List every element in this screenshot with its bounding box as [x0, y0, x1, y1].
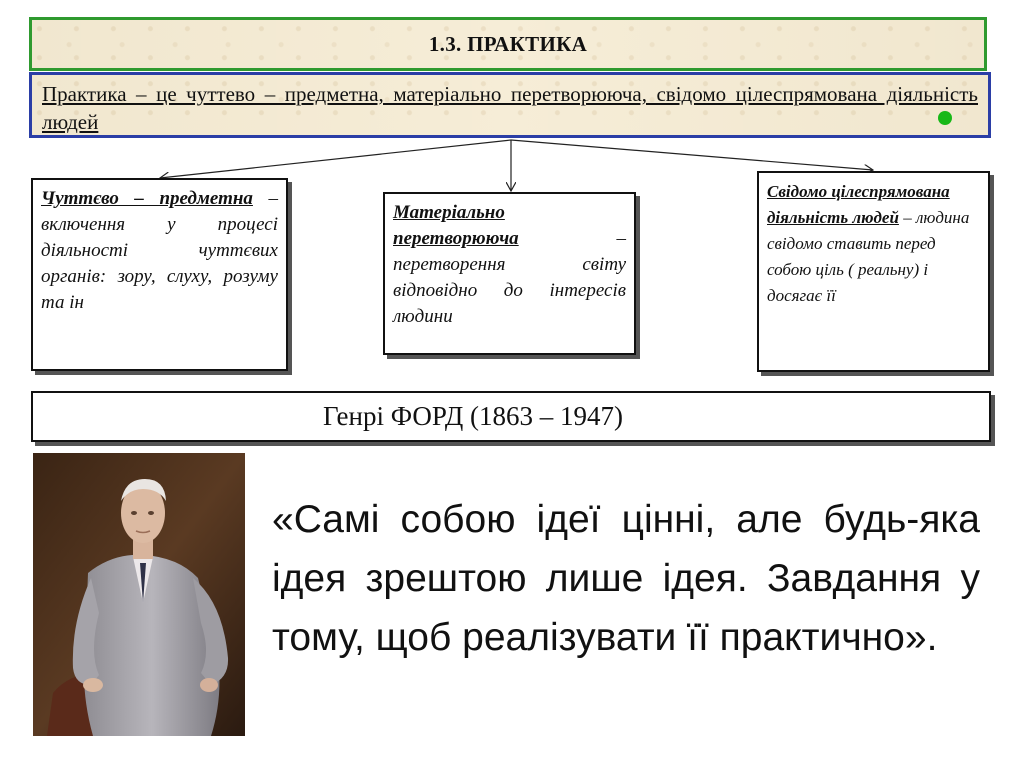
- person-name: Генрі ФОРД (1863 – 1947): [323, 401, 624, 431]
- quote-text: «Самі собою ідеї цінні, але будь-яка ідея зрештою лише ідея. Завдання у тому, щоб реалізувати її практично».: [272, 498, 980, 659]
- concept-description: – людина свідомо ставить перед собою ціль ( реальну) і досягає її: [767, 208, 970, 305]
- slide-title: 1.3. ПРАКТИКА: [428, 31, 588, 56]
- concept-description: – включення у процесі діяльності чуттєвих органів: зору, слуху, розуму та ін: [41, 188, 278, 313]
- title-banner: [29, 17, 987, 71]
- concept-term: Матеріально перетворююча: [393, 202, 519, 249]
- concept-box-material: [383, 192, 636, 355]
- person-name-box: [31, 391, 991, 442]
- concept-description: – перетворення світу відповідно до інтересів людини: [393, 228, 626, 327]
- definition-text: Практика – це чуттево – предметна, матеріально перетворююча, свідомо цілеспрямована діяльність людей: [42, 82, 978, 134]
- arrow-right: [511, 140, 873, 170]
- green-dot-icon: [938, 111, 952, 125]
- definition-box: [29, 72, 991, 138]
- concept-box-purposeful: [757, 171, 990, 372]
- arrow-left: [160, 140, 511, 178]
- concept-term: Свідомо цілеспрямована діяльність людей: [767, 182, 950, 227]
- concept-box-sensory: [31, 178, 288, 371]
- concept-term: Чуттєво – предметна: [41, 188, 253, 209]
- portrait-image: [33, 453, 245, 736]
